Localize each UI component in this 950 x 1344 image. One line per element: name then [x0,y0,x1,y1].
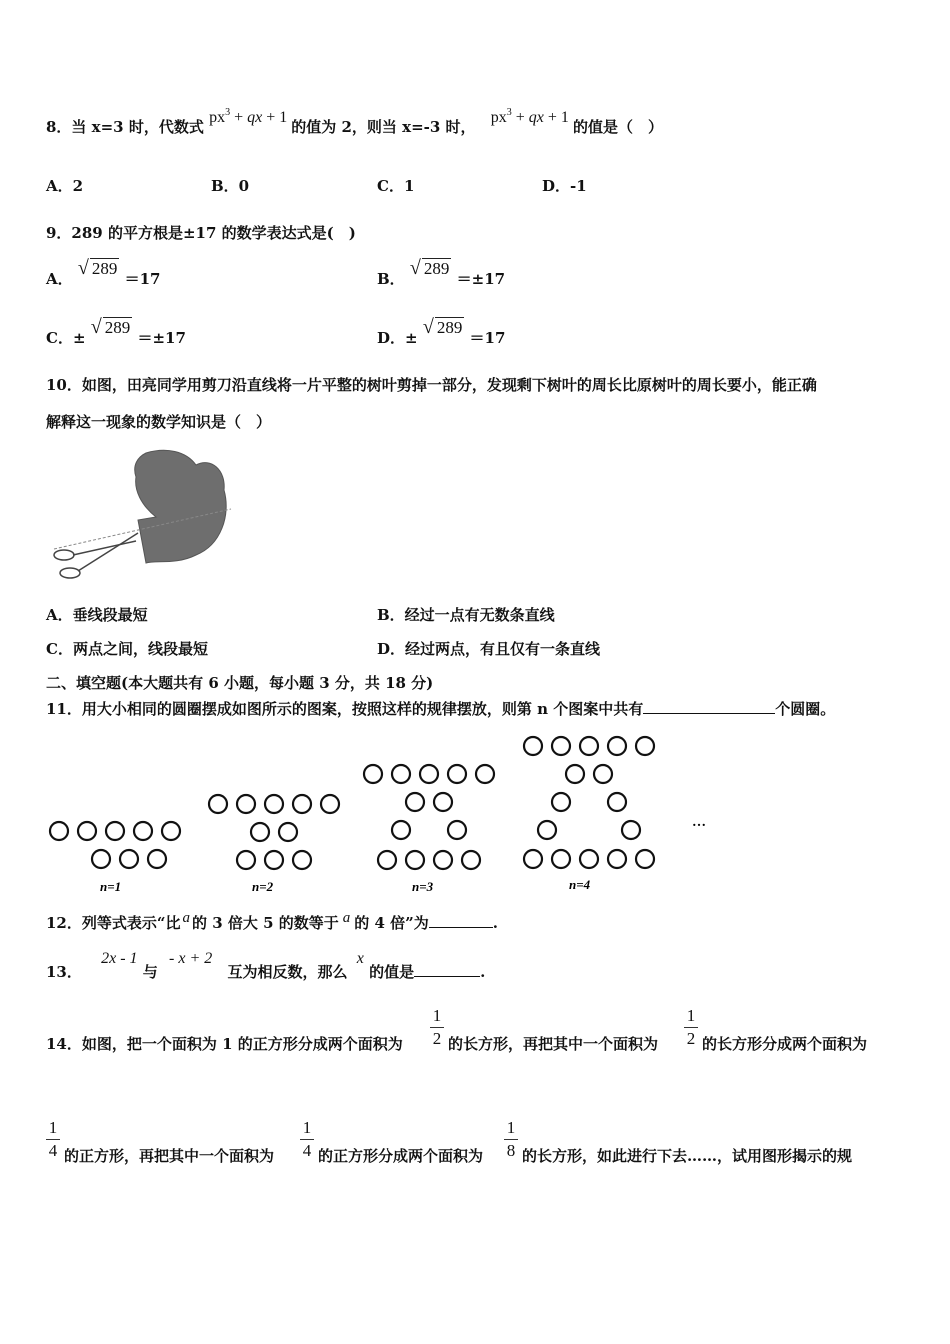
sqrt-icon: √ 289 [409,257,450,279]
label-n2: n=2 [252,879,274,894]
fraction-one-eighth: 1 8 [504,1118,518,1161]
q8-option-d[interactable]: D．-1 [542,177,587,195]
q14-line-2-part-c: 的长方形，如此进行下去……，试用图形揭示的规 [522,1147,853,1165]
sqrt-icon: √ 289 [77,257,118,279]
q8-mid: 的值为 2，则当 x=-3 时， [291,118,476,136]
fraction-one-quarter: 1 4 [300,1118,314,1161]
q10-option-a[interactable]: A．垂线段最短 [46,606,148,624]
q11-answer-blank[interactable] [643,699,775,714]
q12-answer-blank[interactable] [429,913,493,928]
pattern-n3 [364,765,494,869]
sqrt-icon: √ 289 [422,316,463,338]
q10-option-b[interactable]: B．经过一点有无数条直线 [377,606,555,624]
q9-option-a[interactable]: A． √ 289 ＝17 [46,257,161,288]
q9-option-b[interactable]: B． √ 289 ＝±17 [377,257,506,288]
q8-expression-2: $px^3$ + qx + 1 [490,107,569,126]
q9-stem: 9．289 的平方根是±17 的数学表达式是( ) [46,224,356,242]
q14-line-1-part-c: 的长方形分成两个面积为 [702,1035,868,1053]
q10-option-d[interactable]: D．经过两点，有且仅有一条直线 [377,640,601,658]
q14-line-2-part-a: 的正方形，再把其中一个面积为 [64,1147,275,1165]
fraction-one-half: 1 2 [684,1006,698,1049]
q9-option-d[interactable]: D．± √ 289 ＝17 [377,316,506,347]
leaf-icon [135,450,226,563]
pattern-ellipsis: … [692,815,706,830]
scissors-icon [54,533,138,578]
q10-line-2: 解释这一现象的数学知识是（ ） [46,413,272,431]
label-n3: n=3 [412,879,434,894]
fraction-one-half: 1 2 [430,1006,444,1049]
q8-option-a[interactable]: A．2 [46,177,84,195]
pattern-n4 [524,737,654,868]
pattern-n2 [209,795,339,869]
q8-option-b[interactable]: B．0 [211,177,250,195]
q8-option-c[interactable]: C．1 [377,177,415,195]
q8-prefix: 8．当 x=3 时，代数式 [46,118,204,136]
q8-expression-1: $px^3$ + qx + 1 [209,107,288,126]
q12-line: 12．列等式表示“比 a 的 3 倍大 5 的数等于 a 的 4 倍”为 . [46,910,499,932]
q10-line-1: 10．如图，田亮同学用剪刀沿直线将一片平整的树叶剪掉一部分，发现剩下树叶的周长比原树叶的周长要小，能正确 [46,376,817,394]
q14-line-1-part-a: 14．如图，把一个面积为 1 的正方形分成两个面积为 [46,1035,403,1053]
fraction-one-quarter: 1 4 [46,1118,60,1161]
q14-line-2-part-b: 的正方形分成两个面积为 [318,1147,484,1165]
label-n4: n=4 [569,877,591,892]
q8-line [46,106,663,136]
q8-suffix: 的值是（ ） [572,118,663,136]
q10-option-c[interactable]: C．两点之间，线段最短 [46,640,208,658]
leaf-scissors-figure [46,445,236,585]
circle-pattern-figure [40,728,720,898]
q11-line: 11．用大小相同的圆圈摆成如图所示的图案，按照这样的规律摆放，则第 n 个图案中共有 个圆圈。 [46,700,836,718]
sqrt-icon: √ 289 [90,316,131,338]
q9-option-c[interactable]: C．± √ 289 ＝±17 [46,316,186,347]
label-n1: n=1 [100,879,122,894]
pattern-n1 [50,822,180,868]
q13-answer-blank[interactable] [414,962,480,977]
q13-line: 13． 2x - 1 与 - x + 2 互为相反数，那么 x 的值是 . [46,950,486,981]
section-2-heading: 二、填空题(本大题共有 6 小题，每小题 3 分，共 18 分) [46,674,434,692]
q14-line-1-part-b: 的长方形，再把其中一个面积为 [448,1035,659,1053]
